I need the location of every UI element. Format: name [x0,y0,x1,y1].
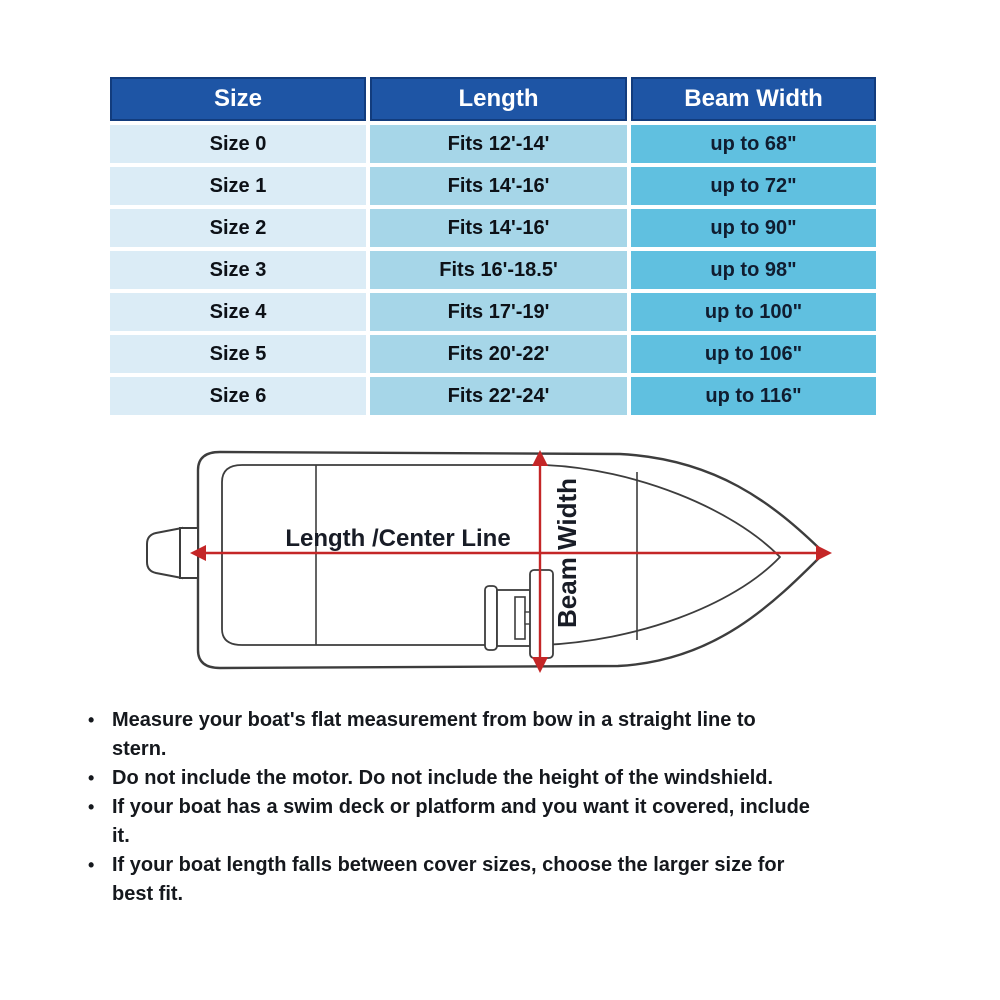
note-line: it. [112,825,130,847]
note-line: If your boat length falls between cover sizes, choose the larger size for [112,854,785,876]
column-header-size: Size [110,77,366,121]
size-cell: Size 6 [110,377,366,415]
boat-measurement-diagram [130,440,870,705]
length-cell: Fits 22'-24' [370,377,627,415]
note-text [112,706,756,764]
note-item [84,793,884,851]
note-text [112,764,773,793]
note-line: stern. [112,738,167,760]
size-cell: Size 5 [110,335,366,373]
bullet-icon: • [88,710,95,730]
size-cell: Size 3 [110,251,366,289]
column-header-beam-width: Beam Width [631,77,876,121]
beam-cell: up to 106" [631,335,876,373]
measuring-notes-list [84,706,884,909]
note-text [112,793,810,851]
note-item [84,706,884,764]
size-cell: Size 1 [110,167,366,205]
length-cell: Fits 20'-22' [370,335,627,373]
bullet-icon: • [88,797,95,817]
beam-cell: up to 116" [631,377,876,415]
beam-cell: up to 68" [631,125,876,163]
console-windshield [530,570,553,658]
note-line: Do not include the motor. Do not include the height of the windshield. [112,767,774,789]
length-cell: Fits 17'-19' [370,293,627,331]
note-line: best fit. [112,883,184,905]
size-chart-table [110,77,876,415]
size-cell: Size 0 [110,125,366,163]
length-cell: Fits 12'-14' [370,125,627,163]
console-inner-panel [515,597,525,639]
bullet-icon: • [88,768,95,788]
beam-cell: up to 90" [631,209,876,247]
outboard-motor [147,528,182,578]
length-cell: Fits 16'-18.5' [370,251,627,289]
note-line: Measure your boat's flat measurement from bow in a straight line to [112,709,756,731]
size-cell: Size 2 [110,209,366,247]
length-cell: Fits 14'-16' [370,167,627,205]
console-backrest [485,586,497,650]
note-line: If your boat has a swim deck or platform and you want it covered, include [112,796,810,818]
note-item [84,851,884,909]
note-text [112,851,784,909]
bullet-icon: • [88,855,95,875]
column-header-length: Length [370,77,627,121]
length-cell: Fits 14'-16' [370,209,627,247]
beam-cell: up to 72" [631,167,876,205]
length-center-line-label: Length /Center Line [285,525,511,552]
beam-width-label: Beam Width [552,478,582,628]
note-item [84,764,884,793]
beam-cell: up to 98" [631,251,876,289]
beam-cell: up to 100" [631,293,876,331]
size-cell: Size 4 [110,293,366,331]
